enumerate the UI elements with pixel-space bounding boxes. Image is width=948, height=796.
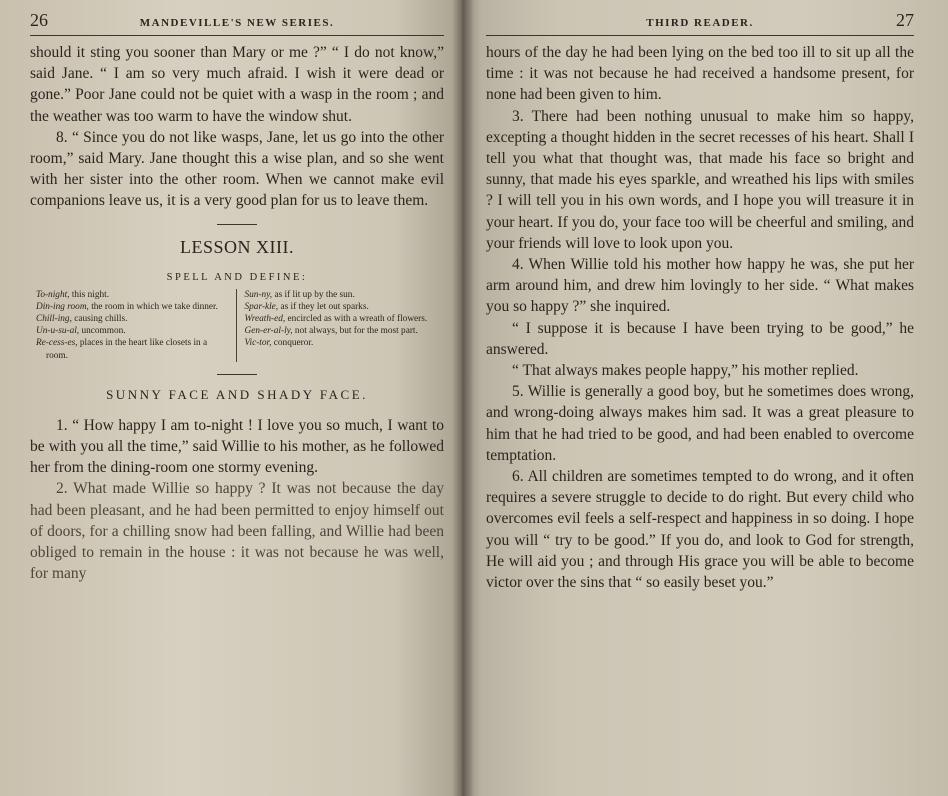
definition-meaning: encircled as with a wreath of flowers. [287, 314, 428, 325]
left-page-number: 26 [30, 10, 48, 30]
definition-word: Vic-tor, [244, 338, 272, 349]
definition-entry [36, 313, 230, 325]
right-page-number: 27 [895, 10, 914, 30]
definition-word: Spar-kle, [244, 301, 279, 312]
definition-meaning: conqueror. [273, 338, 314, 349]
lesson-title: LESSON XIII. [180, 236, 294, 257]
definition-entry [36, 337, 230, 361]
paragraph: 5. Willie is generally a good boy, but he sometimes does wrong, and wrong-doing always makes him sad. It was a great pleasure to him that he had tried to be good, and had been enabled to overcome temptation. [486, 383, 914, 464]
left-page [0, 0, 462, 796]
right-running-head [486, 10, 914, 36]
paragraph: 6. All children are sometimes tempted to do wrong, and it often requires a severe struggle to decide to do right. But every child who overcomes evil feels a self-respect and happiness in so doing. I hope you will “ try to be good.” If you do, and look to God for strength, He will aid you ; and through His grace you will be able to become victor over the sins that “ so easily beset you.” [486, 468, 914, 592]
definition-entry [36, 301, 230, 313]
definition-word: Sun-ny, [244, 289, 273, 300]
paragraph: 4. When Willie told his mother how happy he was, she put her arm around him, and drew him lovingly to her side. “ What makes you so happy ?” she inquired. [486, 256, 914, 316]
book-gutter [452, 0, 474, 796]
definition-entry [245, 313, 439, 325]
definition-meaning: uncommon. [81, 326, 126, 337]
left-running-head [30, 10, 444, 36]
definition-word: Din-ing room, [36, 301, 89, 312]
definition-word: Un-u-su-al, [36, 326, 80, 337]
definition-entry [36, 325, 230, 337]
right-running-title: THIRD READER. [646, 17, 754, 29]
paragraph: “ That always makes people happy,” his mother replied. [512, 362, 859, 380]
section-divider [217, 224, 257, 225]
definition-meaning: causing chills. [74, 314, 128, 325]
story-title: SUNNY FACE AND SHADY FACE. [106, 386, 368, 402]
definitions-column-left [36, 289, 237, 362]
definitions-column-right [237, 289, 439, 362]
definition-meaning: the room in which we take dinner. [91, 301, 218, 312]
definition-meaning: this night. [71, 289, 110, 300]
definition-meaning: as if they let out sparks. [280, 301, 369, 312]
spell-define-heading: SPELL AND DEFINE: [166, 271, 308, 283]
paragraph: 3. There had been nothing unusual to make him so happy, excepting a thought hidden in the secret recesses of his heart. Shall I tell you what that thought was, that made his face so bright and sunny, that made his eyes sparkle, and wreathed his lips with smiles ? I will tell you in his own words, and I hope you will treasure it in your heart. If you do, your face too will be cheerful and smiling, and your friends will love to look upon you. [486, 107, 914, 252]
definition-meaning: places in the heart like closets in a room. [46, 338, 208, 361]
definition-entry [245, 289, 439, 301]
paragraph: should it sting you sooner than Mary or me ?” “ I do not know,” said Jane. “ I am so very much afraid. I wish it were dead or gone.” Poor Jane could not be quiet with a wasp in the room ; and the weather was too warm to have the window shut. [30, 44, 444, 125]
paragraph: 8. “ Since you do not like wasps, Jane, let us go into the other room,” said Mary. Jane thought this a wise plan, and so she went with her sister into the other room. When we cannot make evil companions leave us, it is a very good plan for us to leave them. [30, 128, 444, 210]
paragraph: “ I suppose it is because I have been trying to be good,” he answered. [486, 319, 914, 358]
definition-meaning: not always, but for the most part. [294, 326, 418, 337]
paragraph: hours of the day he had been lying on the bed too ill to sit up all the time : it was not because he had received a handsome present, for none had been given to him. [486, 44, 914, 104]
definition-entry [245, 337, 439, 349]
section-divider [217, 374, 257, 375]
definition-word: Chill-ing, [36, 314, 72, 325]
paragraph: 1. “ How happy I am to-night ! I love you so much, I want to be with you all the time,” said Willie to his mother, as he followed her from the dining-room one stormy evening. [30, 416, 444, 477]
definition-entry [36, 289, 230, 301]
definition-entry [245, 325, 439, 337]
definition-entry [245, 301, 439, 313]
definition-meaning: as if lit up by the sun. [274, 289, 355, 300]
definition-word: Wreath-ed, [244, 314, 286, 325]
definition-word: To-night, [36, 289, 70, 300]
right-page [462, 0, 948, 796]
definition-word: Gen-er-al-ly, [244, 326, 293, 337]
left-running-title: MANDEVILLE'S NEW SERIES. [139, 17, 335, 29]
definitions-table [36, 289, 438, 362]
paragraph: 2. What made Willie so happy ? It was not because the day had been pleasant, and he had been permitted to enjoy himself out of doors, for a chilling snow had been falling, and Willie had been obliged to remain in the house : it was not because he was well, for many [30, 480, 444, 583]
definition-word: Re-cess-es, [36, 338, 78, 349]
